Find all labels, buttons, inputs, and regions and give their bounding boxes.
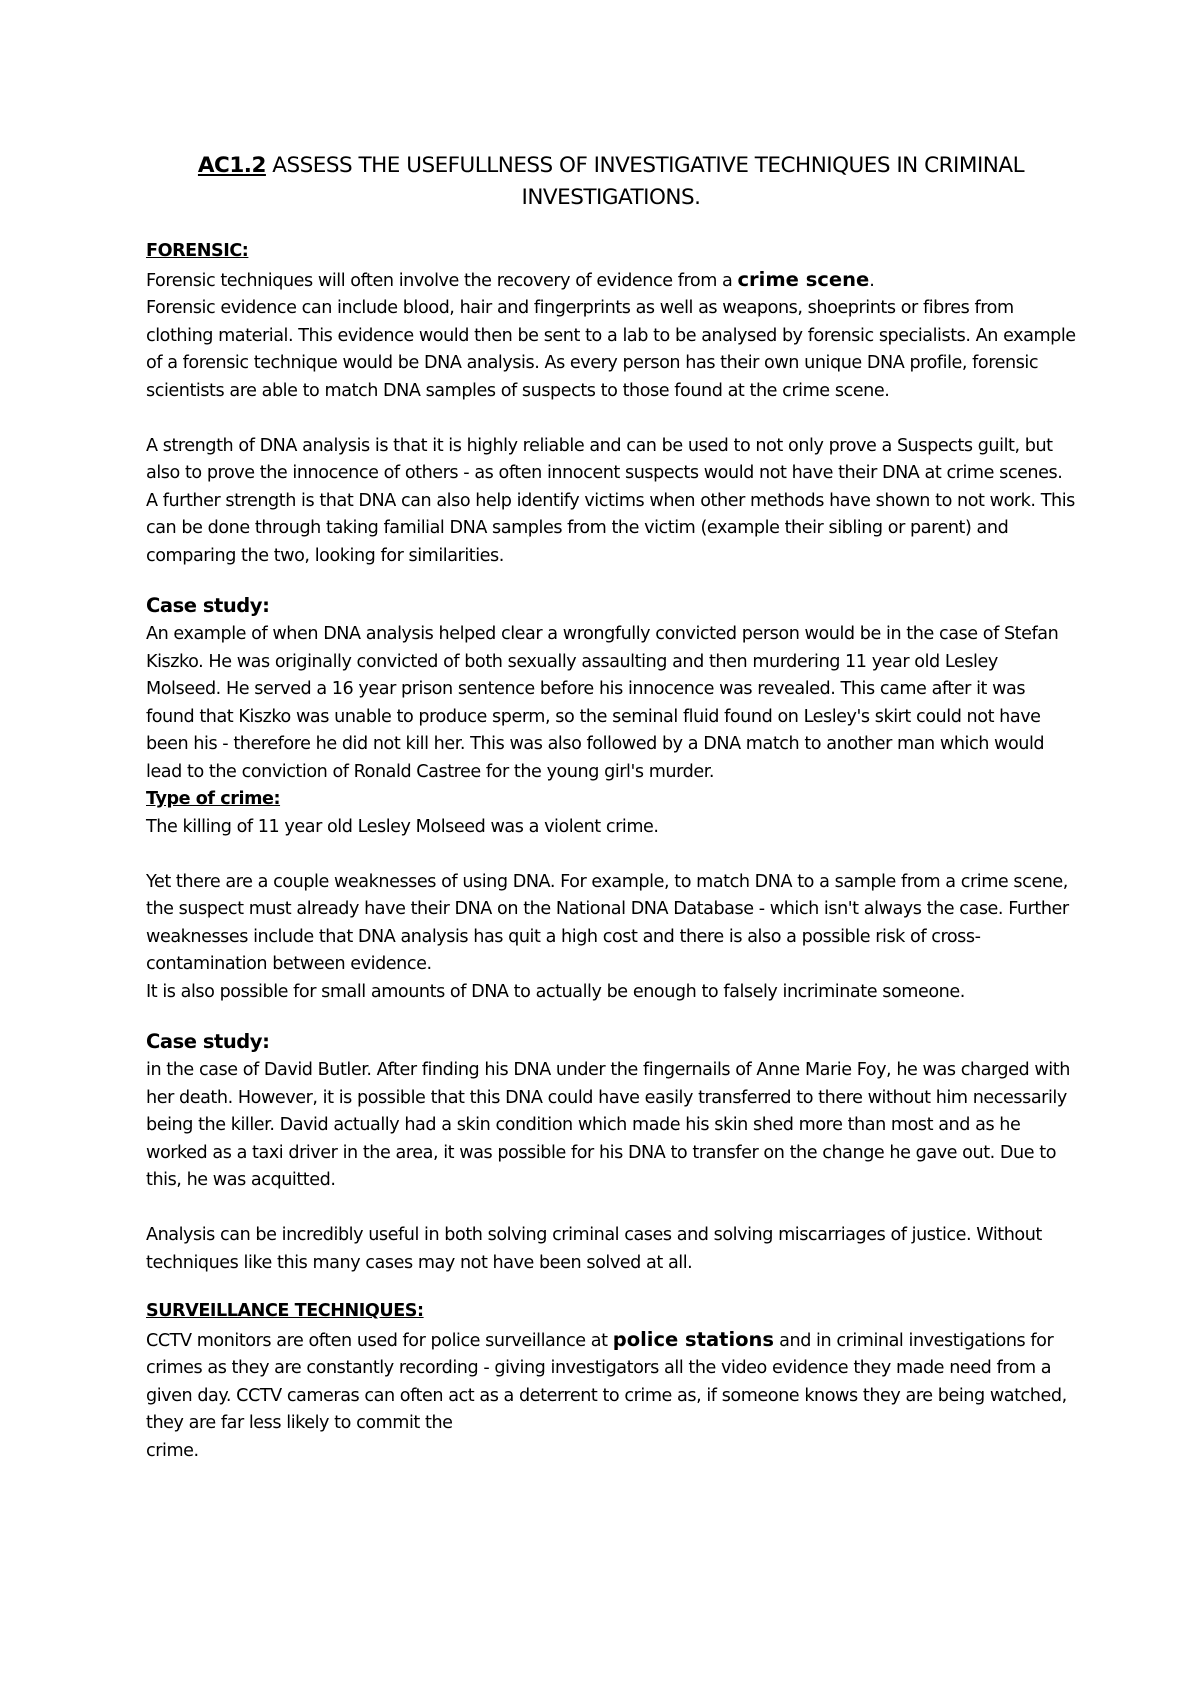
title-code: AC1.2: [197, 153, 266, 178]
forensic-heading: FORENSIC:: [146, 241, 249, 261]
case-study-heading-2: Case study:: [146, 1030, 270, 1053]
surveillance-heading: SURVEILLANCE TECHNIQUES:: [146, 1301, 424, 1321]
surveillance-text-end: and in criminal investigations for crimes as they are constantly recording - giving investigators all the video evidence they made need from a given day. CCTV cameras can often act as a deterrent to crime as, if someone knows they are being watched, they are far less likely to commit the: [146, 1330, 1067, 1433]
dna-weakness-paragraph: Yet there are a couple weaknesses of using DNA. For example, to match DNA to a sample from a crime scene, the suspect must already have their DNA on the National DNA Database - which isn't always the case. Further weaknesses include that DNA analysis has quit a high cost and there is also a possible risk of cross-contamination between evidence.: [146, 871, 1069, 974]
police-stations-keyword: police stations: [612, 1327, 775, 1351]
type-of-crime-text: The killing of 11 year old Lesley Molseed was a violent crime.: [146, 816, 659, 837]
forensic-p1-text: Forensic techniques will often involve the recovery of evidence from a: [146, 270, 738, 291]
document-body: [146, 150, 1076, 1465]
title-text: ASSESS THE USEFULLNESS OF INVESTIGATIVE TECHNIQUES IN CRIMINAL INVESTIGATIONS.: [265, 153, 1025, 210]
forensic-paragraph-2: Forensic evidence can include blood, hair and fingerprints as well as weapons, shoeprints or fibres from clothing material. This evidence would then be sent to a lab to be analysed by forensic specialists. An example of a forensic technique would be DNA analysis. As every person has their own unique DNA profile, forensic scientists are able to match DNA samples of suspects to those found at the crime scene.: [146, 298, 1076, 401]
dna-strength-paragraph: A strength of DNA analysis is that it is highly reliable and can be used to not only prove a Suspects guilt, but also to prove the innocence of others - as often innocent suspects would not have their DNA at crime scenes.: [146, 435, 1063, 483]
forensic-paragraph-1: [146, 266, 1076, 296]
page-title: [146, 150, 1076, 214]
case-study-1-text: An example of when DNA analysis helped clear a wrongfully convicted person would be in the case of Stefan Kiszko. He was originally convicted of both sexually assaulting and then murdering 11 year old Lesley Molseed. He served a 16 year prison sentence before his innocence was revealed. This came after it was found that Kiszko was unable to produce sperm, so the seminal fluid found on Lesley's skirt could not have been his - therefore he did not kill her. This was also followed by a DNA match to another man which would lead to the conviction of Ronald Castree for the young girl's murder.: [146, 624, 1059, 782]
dna-further-strength-paragraph: A further strength is that DNA can also help identify victims when other methods have shown to not work. This can be done through taking familial DNA samples from the victim (example their sibling or parent) and comparing the two, looking for similarities.: [146, 490, 1075, 566]
forensic-p1-end: .: [869, 270, 875, 291]
crime-scene-keyword: crime scene: [737, 267, 870, 291]
type-of-crime-heading: Type of crime:: [146, 789, 281, 809]
dna-incrimination-paragraph: It is also possible for small amounts of DNA to actually be enough to falsely incriminate someone.: [146, 981, 965, 1002]
case-study-2-text: in the case of David Butler. After finding his DNA under the fingernails of Anne Marie Foy, he was charged with her death. However, it is possible that this DNA could have easily transferred to there without him necessarily being the killer. David actually had a skin condition which made his skin shed more than most and as he worked as a taxi driver in the area, it was possible for his DNA to transfer on the change he gave out. Due to this, he was acquitted.: [146, 1060, 1070, 1190]
surveillance-last-line: crime.: [146, 1440, 199, 1461]
case-study-heading-1: Case study:: [146, 594, 270, 617]
conclusion-paragraph: Analysis can be incredibly useful in both solving criminal cases and solving miscarriages of justice. Without techniques like this many cases may not have been solved at all.: [146, 1225, 1042, 1273]
surveillance-text-start: CCTV monitors are often used for police surveillance at: [146, 1330, 613, 1351]
surveillance-paragraph: [146, 1326, 1076, 1438]
